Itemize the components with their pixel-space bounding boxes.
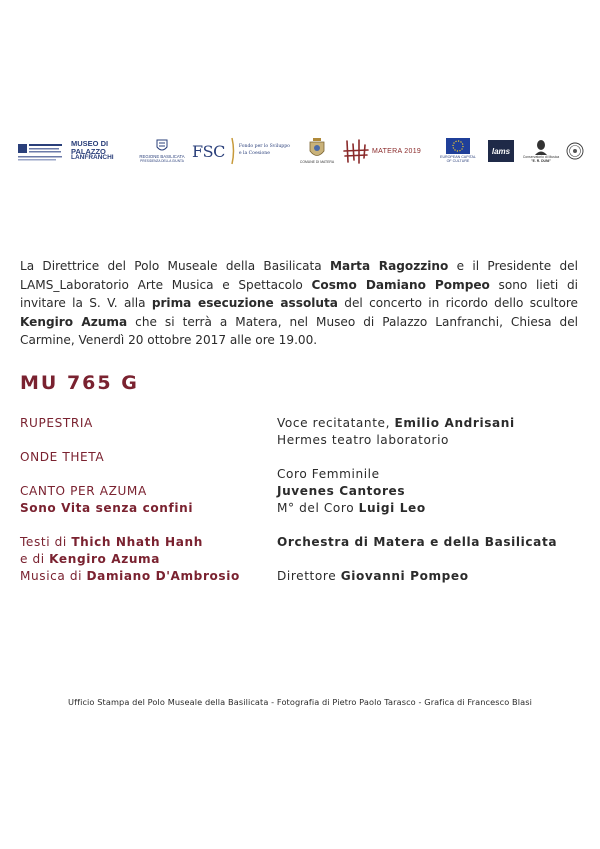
conservatorio-portrait-icon <box>534 139 548 155</box>
performer-choir-name: Juvenes Cantores <box>277 484 406 498</box>
lams-logo-text: lams <box>491 146 511 156</box>
press-office-credits: Ufficio Stampa del Polo Museale della Basilicata - Fotografia di Pietro Paolo Tarasco - Grafica di Francesco Blasi <box>68 697 532 707</box>
regione-logo-line: PRESIDENZA DELLA GIUNTA <box>140 159 184 164</box>
performer-voice <box>277 415 515 432</box>
credits-label: e di <box>20 552 50 566</box>
president-name: Cosmo Damiano Pompeo <box>311 277 490 292</box>
ecoc-logo-line: OF CULTURE <box>446 159 470 163</box>
intro-text: e il Presidente del LAMS_Laboratorio Arte Musica e Spettacolo <box>20 259 578 292</box>
comune-di-matera-logo <box>298 134 336 168</box>
seal-icon <box>566 142 584 160</box>
regione-basilicata-logo <box>134 134 190 168</box>
invitation-paragraph <box>20 257 578 350</box>
fsc-logo-line: e la Coesione <box>238 151 270 156</box>
intro-text: sono lieti di invitare la S. V. alla <box>20 277 578 310</box>
director-name: Marta Ragozzino <box>330 259 449 273</box>
credits-texts-2 <box>20 551 160 568</box>
program-item-onde-theta: ONDE THETA <box>20 450 105 464</box>
museo-palazzo-lanfranchi-logo <box>71 134 123 168</box>
conservatorio-logo-line: "E. R. DUNI" <box>531 158 551 163</box>
comune-crest-icon <box>308 138 326 160</box>
performer-label: M° del Coro <box>277 501 359 515</box>
conservatorio-duni-logo <box>518 134 564 168</box>
performer-orchestra: Orchestra di Matera e della Basilicata <box>277 535 558 549</box>
polo-museale-logo <box>18 134 64 168</box>
premiere-phrase: prima esecuzione assoluta <box>151 296 338 310</box>
fsc-logo-line: Fondo per lo Sviluppo <box>238 144 290 150</box>
eu-flag-icon <box>446 138 470 154</box>
matera-2019-text: MATERA 2019 <box>372 147 422 155</box>
performer-conductor <box>277 568 469 585</box>
polo-museale-emblem-icon <box>18 140 64 162</box>
lams-logo <box>488 134 516 168</box>
performer-hermes: Hermes teatro laboratorio <box>277 433 450 447</box>
author-name: Kengiro Azuma <box>49 552 160 566</box>
performer-label: Voce recitatante, <box>277 416 395 430</box>
logo-strip <box>18 134 582 172</box>
performer-name: Luigi Leo <box>358 501 426 515</box>
performer-name: Giovanni Pompeo <box>340 569 469 583</box>
matera-2019-logo <box>343 134 431 168</box>
credits-music <box>20 568 240 585</box>
ecoc-logo-line: EUROPEAN CAPITAL <box>440 155 476 160</box>
program-item-subtitle: Sono Vita senza confini <box>20 501 194 515</box>
regione-logo-line: REGIONE BASILICATA <box>139 153 185 159</box>
composer-name: Damiano D'Ambrosio <box>86 569 240 583</box>
museo-logo-line: LANFRANCHI <box>71 154 114 162</box>
program-item-rupestria: RUPESTRIA <box>20 416 93 430</box>
intro-text: che si terrà a Matera, nel Museo di Palazzo Lanfranchi, Chiesa del Carmine, Venerdì 20 ottobre 2017 alle ore 19.00. <box>20 314 579 347</box>
museo-logo-line: MUSEO DI <box>71 139 109 149</box>
intro-text: del concerto in ricordo dello scultore <box>337 296 578 310</box>
fsc-divider-icon <box>229 137 235 165</box>
european-capital-of-culture-logo <box>438 134 478 168</box>
regione-shield-icon <box>156 139 168 153</box>
credits-texts <box>20 534 203 551</box>
intro-text: La Direttrice del Polo Museale della Basilicata <box>20 259 330 273</box>
comune-logo-text: COMUNE DI MATERA <box>299 159 335 164</box>
performer-choir-master <box>277 500 426 517</box>
sculptor-name: Kengiro Azuma <box>20 314 128 329</box>
credits-label: Musica di <box>20 569 87 583</box>
credits-label: Testi di <box>20 535 72 549</box>
fsc-logo-letters: FSC <box>192 141 225 161</box>
matera-2019-mark-icon <box>343 138 369 164</box>
museo-logo-line: PALAZZO <box>71 146 106 156</box>
performer-label: Direttore <box>277 569 341 583</box>
conservatorio-logo-line: Conservatorio di Musica <box>522 155 560 160</box>
performer-choir-label: Coro Femminile <box>277 467 380 481</box>
author-name: Thich Nhath Hanh <box>71 535 203 549</box>
concert-title: MU 765 G <box>20 372 139 394</box>
fsc-logo <box>192 134 292 168</box>
seal-logo <box>566 134 584 168</box>
performer-name: Emilio Andrisani <box>394 416 515 430</box>
program-item-canto-per-azuma: CANTO PER AZUMA <box>20 484 147 498</box>
